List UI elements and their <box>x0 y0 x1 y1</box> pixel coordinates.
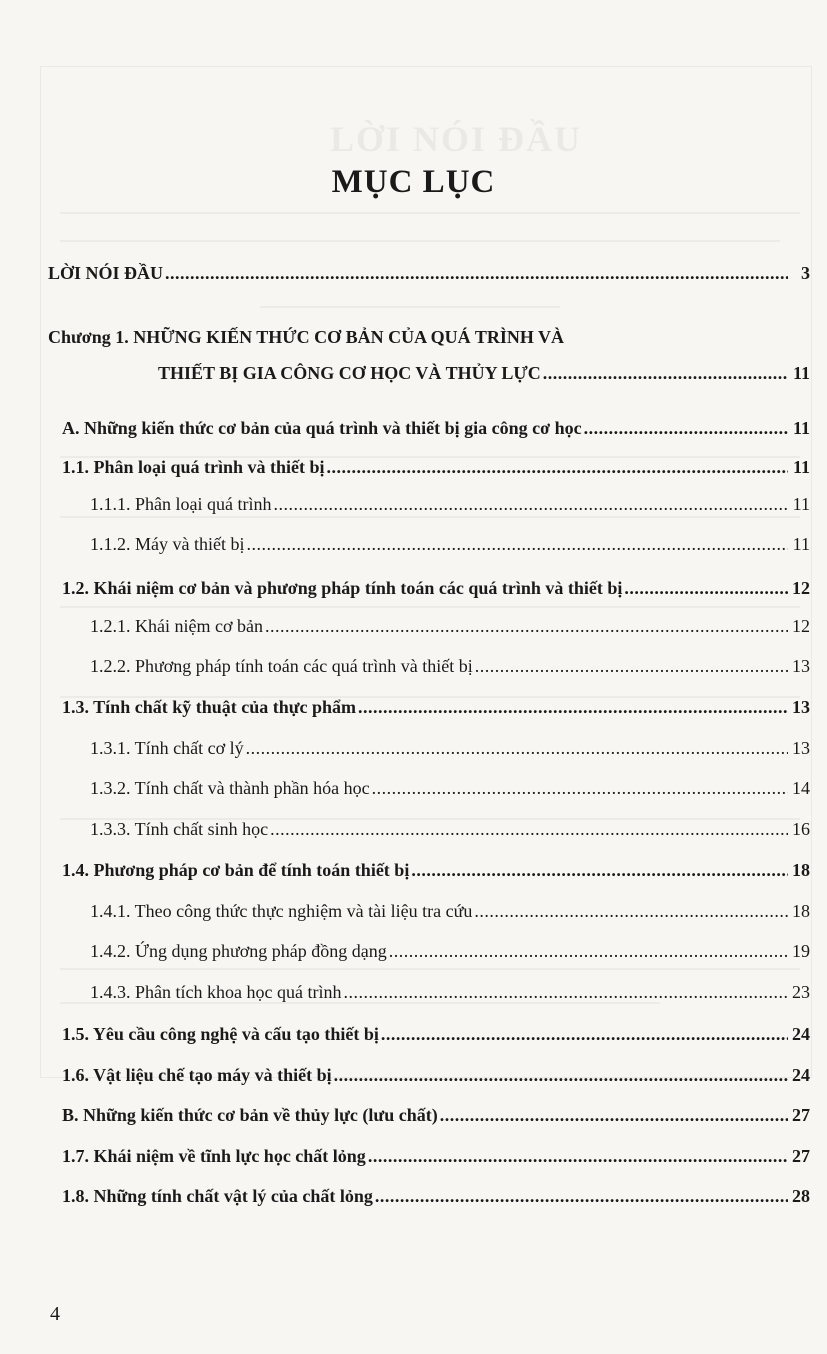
toc-page-number: 24 <box>792 1024 810 1044</box>
toc-entry-1-3-2[interactable] <box>90 777 810 799</box>
toc-page-number: 13 <box>792 738 810 758</box>
dot-leader <box>343 981 788 1003</box>
toc-entry-label: 1.5. Yêu cầu công nghệ và cấu tạo thiết bị <box>62 1024 379 1044</box>
toc-entry-1-7[interactable] <box>62 1145 810 1167</box>
toc-page-number: 23 <box>792 982 810 1002</box>
dot-leader <box>165 262 788 284</box>
toc-entry-1-2[interactable] <box>62 577 810 599</box>
toc-entry-label: 1.4. Phương pháp cơ bản để tính toán thiết bị <box>62 860 410 880</box>
toc-page-number: 24 <box>792 1065 810 1085</box>
toc-entry-label: 1.3.3. Tính chất sinh học <box>90 819 269 839</box>
toc-page-number: 11 <box>792 418 810 438</box>
chapter-heading-line2[interactable] <box>158 362 810 384</box>
dot-leader <box>334 1064 788 1086</box>
toc-page-number: 12 <box>792 578 810 598</box>
toc-entry-label: 1.2.1. Khái niệm cơ bản <box>90 616 263 636</box>
toc-page-number: 11 <box>792 494 810 514</box>
toc-entry-1-2-2[interactable] <box>90 655 810 677</box>
toc-entry-label: 1.6. Vật liệu chế tạo máy và thiết bị <box>62 1065 332 1085</box>
toc-entry-preface[interactable] <box>48 262 810 284</box>
toc-page-number: 12 <box>792 616 810 636</box>
toc-entry-label: 1.7. Khái niệm về tĩnh lực học chất lỏng <box>62 1146 366 1166</box>
toc-entry-label: 1.4.1. Theo công thức thực nghiệm và tài liệu tra cứu <box>90 901 473 921</box>
toc-entry-1-6[interactable] <box>62 1064 810 1086</box>
toc-entry-1-1-1[interactable] <box>90 493 810 515</box>
toc-page-number: 3 <box>801 263 810 283</box>
toc-page-number: 27 <box>792 1146 810 1166</box>
dot-leader <box>270 818 788 840</box>
toc-entry-label: 1.4.3. Phân tích khoa học quá trình <box>90 982 342 1002</box>
dot-leader <box>246 533 788 555</box>
dot-leader <box>368 1145 788 1167</box>
toc-entry-label: 1.2. Khái niệm cơ bản và phương pháp tính toán các quá trình và thiết bị <box>62 578 623 598</box>
toc-entry-1-4-3[interactable] <box>90 981 810 1003</box>
toc-entry-label: 1.1.2. Máy và thiết bị <box>90 534 245 554</box>
toc-page-number: 18 <box>792 860 810 880</box>
toc-entry-section-b[interactable] <box>62 1104 810 1126</box>
toc-page-number: 28 <box>792 1186 810 1206</box>
toc-entry-section-a[interactable] <box>62 417 810 439</box>
toc-entry-label: 1.3.1. Tính chất cơ lý <box>90 738 244 758</box>
toc-entry-1-1-2[interactable] <box>90 533 810 555</box>
bleed-through-background: LỜI NÓI ĐẦU <box>0 0 827 1354</box>
dot-leader <box>265 615 788 637</box>
toc-page-number: 13 <box>792 656 810 676</box>
toc-page-number: 14 <box>792 778 810 798</box>
dot-leader <box>411 859 788 881</box>
dot-leader <box>372 777 788 799</box>
toc-page-number: 13 <box>792 697 810 717</box>
toc-page-number: 27 <box>792 1105 810 1125</box>
dot-leader <box>327 456 788 478</box>
dot-leader <box>358 696 788 718</box>
toc-page-number: 19 <box>792 941 810 961</box>
dot-leader <box>375 1185 788 1207</box>
dot-leader <box>543 362 788 384</box>
toc-page-number: 16 <box>792 819 810 839</box>
page-number: 4 <box>50 1303 60 1325</box>
toc-entry-label: THIẾT BỊ GIA CÔNG CƠ HỌC VÀ THỦY LỰC <box>158 363 541 383</box>
dot-leader <box>246 737 788 759</box>
toc-entry-label: A. Những kiến thức cơ bản của quá trình và thiết bị gia công cơ học <box>62 418 582 438</box>
dot-leader <box>475 655 788 677</box>
toc-entry-label: LỜI NÓI ĐẦU <box>48 263 164 283</box>
toc-entry-label: B. Những kiến thức cơ bản về thủy lực (lưu chất) <box>62 1105 438 1125</box>
toc-entry-1-3-3[interactable] <box>90 818 810 840</box>
toc-entry-label: 1.4.2. Ứng dụng phương pháp đồng dạng <box>90 941 387 961</box>
toc-entry-1-4-1[interactable] <box>90 900 810 922</box>
chapter-heading-line1[interactable]: Chương 1. NHỮNG KIẾN THỨC CƠ BẢN CỦA QUÁ TRÌNH VÀ <box>48 327 564 347</box>
dot-leader <box>474 900 788 922</box>
page-title: MỤC LỤC <box>331 164 496 200</box>
dot-leader <box>624 577 788 599</box>
toc-page-number: 18 <box>792 901 810 921</box>
toc-entry-label: 1.8. Những tính chất vật lý của chất lỏng <box>62 1186 373 1206</box>
toc-entry-1-4[interactable] <box>62 859 810 881</box>
toc-entry-1-3[interactable] <box>62 696 810 718</box>
toc-entry-label: 1.2.2. Phương pháp tính toán các quá trình và thiết bị <box>90 656 473 676</box>
toc-entry-1-3-1[interactable] <box>90 737 810 759</box>
toc-entry-1-1[interactable] <box>62 456 810 478</box>
toc-entry-label: 1.3. Tính chất kỹ thuật của thực phẩm <box>62 697 357 717</box>
toc-entry-1-4-2[interactable] <box>90 940 810 962</box>
dot-leader <box>584 417 788 439</box>
toc-page-number: 11 <box>792 363 810 383</box>
toc-entry-1-5[interactable] <box>62 1023 810 1045</box>
toc-entry-1-8[interactable] <box>62 1185 810 1207</box>
toc-entry-1-2-1[interactable] <box>90 615 810 637</box>
toc-page-number: 11 <box>792 457 810 477</box>
dot-leader <box>440 1104 788 1126</box>
toc-page-number: 11 <box>792 534 810 554</box>
dot-leader <box>389 940 788 962</box>
toc-entry-label: 1.1. Phân loại quá trình và thiết bị <box>62 457 325 477</box>
dot-leader <box>273 493 788 515</box>
toc-entry-label: 1.3.2. Tính chất và thành phần hóa học <box>90 778 370 798</box>
toc-entry-label: 1.1.1. Phân loại quá trình <box>90 494 272 514</box>
dot-leader <box>381 1023 788 1045</box>
